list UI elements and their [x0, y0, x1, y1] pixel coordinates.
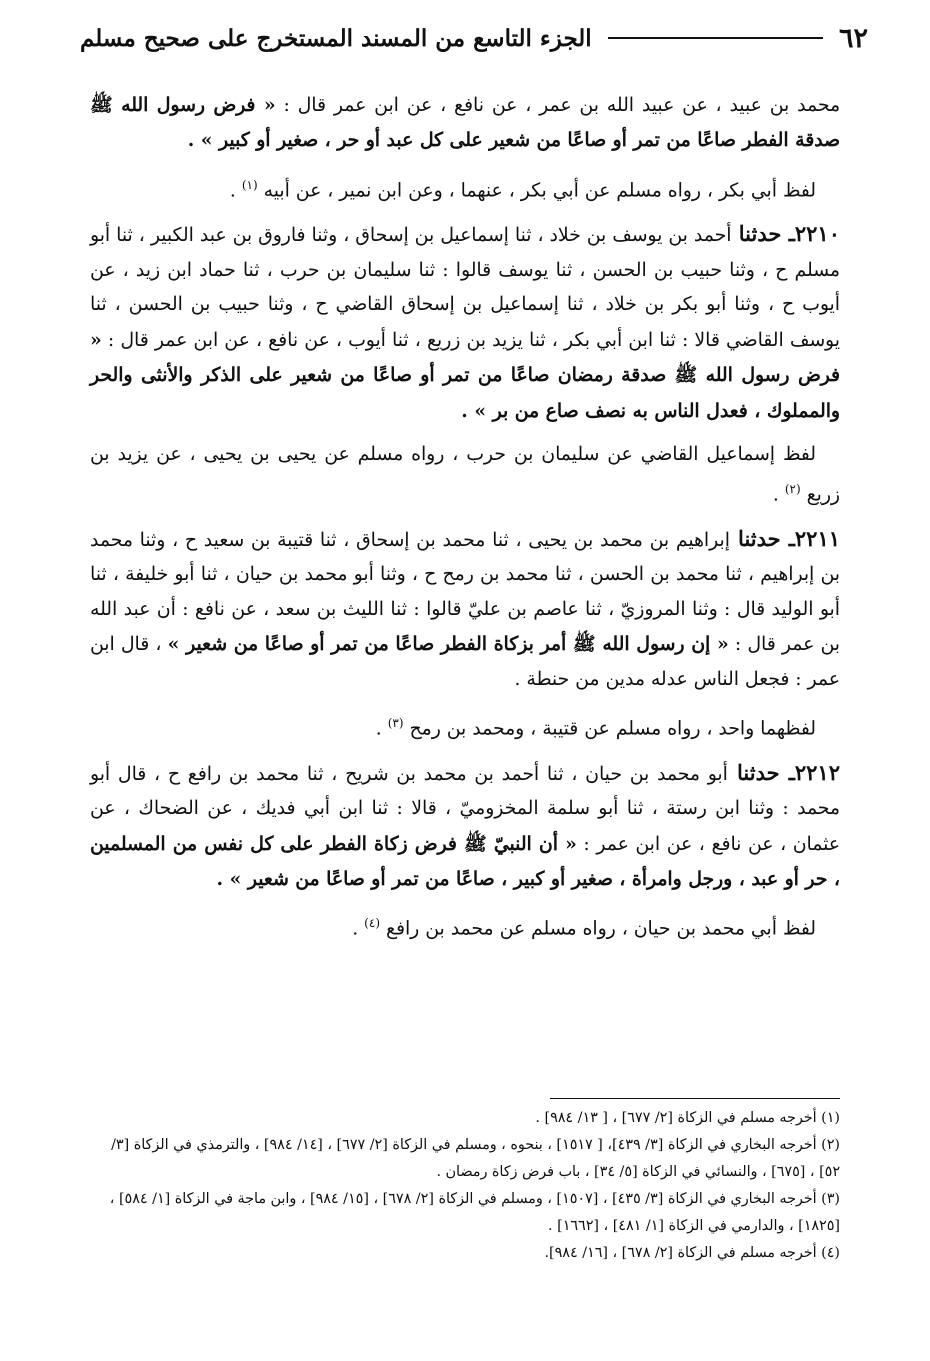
- hadith-2211: [90, 522, 840, 697]
- haddathana: ـ حدثنا: [731, 221, 795, 247]
- hadith-2212: [90, 756, 840, 898]
- haddathana: ـ حدثنا: [729, 526, 795, 551]
- footnote-1: (١) أخرجه مسلم في الزكاة [٢/ ٦٧٧] ، [ ١٣/ ٩٨٤] .: [535, 1110, 840, 1126]
- matn: « فرض رسول الله ﷺ صدقة الفطر صاعًا من تمر أو صاعًا من شعير على كل عبد أو حر ، صغير أو كبير » .: [90, 94, 840, 152]
- takhrij-note: [90, 168, 840, 209]
- matn: « فرض رسول الله ﷺ صدقة رمضان صاعًا من تمر أو صاعًا من شعير على الذكر والأنثى والحر والمملوك ، فعدل الناس به نصف صاع من بر » .: [90, 328, 840, 422]
- hadith-tail: ، قال ابن عمر : فجعل الناس عدله مدين من حنطة .: [90, 634, 840, 690]
- running-title: الجزء التاسع من المسند المستخرج على صحيح مسلم: [80, 24, 592, 52]
- footnote-marker: (٤): [364, 916, 380, 931]
- hadith-number: ٢٢١٢: [794, 759, 840, 785]
- takhrij-end: .: [229, 180, 242, 202]
- page-header: [80, 18, 868, 58]
- hadith-2210: [90, 217, 840, 428]
- footnote-marker: (١): [241, 177, 258, 192]
- matn: « إن رسول الله ﷺ أمر بزكاة الفطر صاعًا من تمر أو صاعًا من شعير »: [167, 633, 729, 656]
- takhrij-end: .: [352, 918, 365, 940]
- footnote-3: (٣) أخرجه البخاري في الزكاة [٣/ ٤٣٥] ، [١٥٠٧] ، ومسلم في الزكاة [٢/ ٦٧٨] ، [١٥/ ٩٨٤] ، وابن ماجة في الزكاة [١/ ٥٨٤] ، [١٨٢٥] ، والدارمي في الزكاة [١/ ٤٨١] ، [١٦٦٢] .: [109, 1191, 840, 1235]
- footnote-2: (٢) أخرجه البخاري في الزكاة [٣/ ٤٣٩]، [ ١٥١٧] ، بنحوه ، ومسلم في الزكاة [٢/ ٦٧٧] ، [١٤/ ٩٨٤] ، والترمذي في الزكاة [٣/ ٥٢] ، [٦٧٥] ، والنسائي في الزكاة [٥/ ٣٤] ، باب فرض زكاة رمضان .: [111, 1137, 840, 1181]
- footnote-rule: [550, 1098, 840, 1099]
- takhrij-note: [90, 706, 840, 747]
- takhrij-end: .: [772, 484, 785, 506]
- main-text: [90, 88, 840, 956]
- footnote-marker: (٣): [387, 716, 404, 731]
- hadith-intro: [90, 88, 840, 159]
- takhrij-note: [90, 906, 840, 947]
- footnote-4: (٤) أخرجه مسلم في الزكاة [٢/ ٦٧٨] ، [١٦/ ٩٨٤].: [544, 1245, 840, 1262]
- takhrij-note: [90, 438, 840, 513]
- header-rule: [608, 37, 823, 39]
- takhrij-text: لفظ أبي محمد بن حيان ، رواه مسلم عن محمد بن رافع: [380, 918, 816, 940]
- page-number: ٦٢: [838, 22, 868, 54]
- takhrij-end: .: [375, 718, 388, 740]
- footnotes: [90, 1098, 840, 1268]
- isnad: محمد بن عبيد ، عن عبيد الله بن عمر ، عن نافع ، عن ابن عمر قال :: [275, 95, 840, 116]
- footnote-marker: (٢): [784, 482, 801, 497]
- takhrij-text: لفظهما واحد ، رواه مسلم عن قتيبة ، ومحمد بن رمح: [403, 718, 816, 740]
- takhrij-text: لفظ أبي بكر ، رواه مسلم عن أبي بكر ، عنهما ، وعن ابن نمير ، عن أبيه: [257, 180, 816, 202]
- isnad: أحمد بن يوسف بن خلاد ، ثنا إسماعيل بن إسحاق ، وثنا فاروق بن عبد الكبير ، ثنا أبو مسلم ح ، وثنا حبيب بن الحسن ، ثنا يوسف قالوا : ثنا سليمان بن حرب ، ثنا حماد ابن زيد ، عن أيوب ح ، وثنا أبو بكر بن خلاد ، ثنا إسماعيل بن إسحاق القاضي ح ، وثنا حبيب بن الحسن ، ثنا يوسف القاضي قالا : ثنا ابن أبي بكر ، ثنا يزيد بن زريع ، ثنا أيوب ، عن نافع ، عن ابن عمر قال :: [90, 225, 840, 351]
- takhrij-text: لفظ إسماعيل القاضي عن سليمان بن حرب ، رواه مسلم عن يحيى بن يحيى ، عن يزيد بن زريع: [90, 443, 840, 506]
- isnad: إبراهيم بن محمد بن يحيى ، ثنا محمد بن إسحاق ، ثنا قتيبة بن سعيد ح ، وثنا محمد بن إبراهيم ، ثنا محمد بن الحسن ، ثنا محمد بن رمح ح ، وثنا أبو محمد بن حيان ، ثنا أبو خليفة ، ثنا أبو الوليد قال : وثنا المروزيّ ، ثنا عاصم بن عليّ قالوا : ثنا الليث بن سعد ، عن نافع : أن عبد الله بن عمر قال :: [90, 530, 840, 656]
- haddathana: ـ حدثنا: [727, 759, 795, 785]
- matn: « أن النبيّ ﷺ فرض زكاة الفطر على كل نفس من المسلمين ، حر أو عبد ، ورجل وامرأة ، صغير أو كبير ، صاعًا من تمر أو صاعًا من شعير » .: [90, 832, 840, 890]
- isnad: أبو محمد بن حيان ، ثنا أحمد بن محمد بن شريح ، ثنا محمد بن رافع ح ، قال أبو محمد : وثنا ابن رستة ، ثنا أبو سلمة المخزوميّ ، قالا : ثنا ابن أبي فديك ، عن الضحاك ، عن عثمان ، عن نافع ، عن ابن عمر :: [90, 763, 840, 855]
- hadith-number: ٢٢١١: [794, 526, 841, 551]
- hadith-number: ٢٢١٠: [794, 221, 840, 247]
